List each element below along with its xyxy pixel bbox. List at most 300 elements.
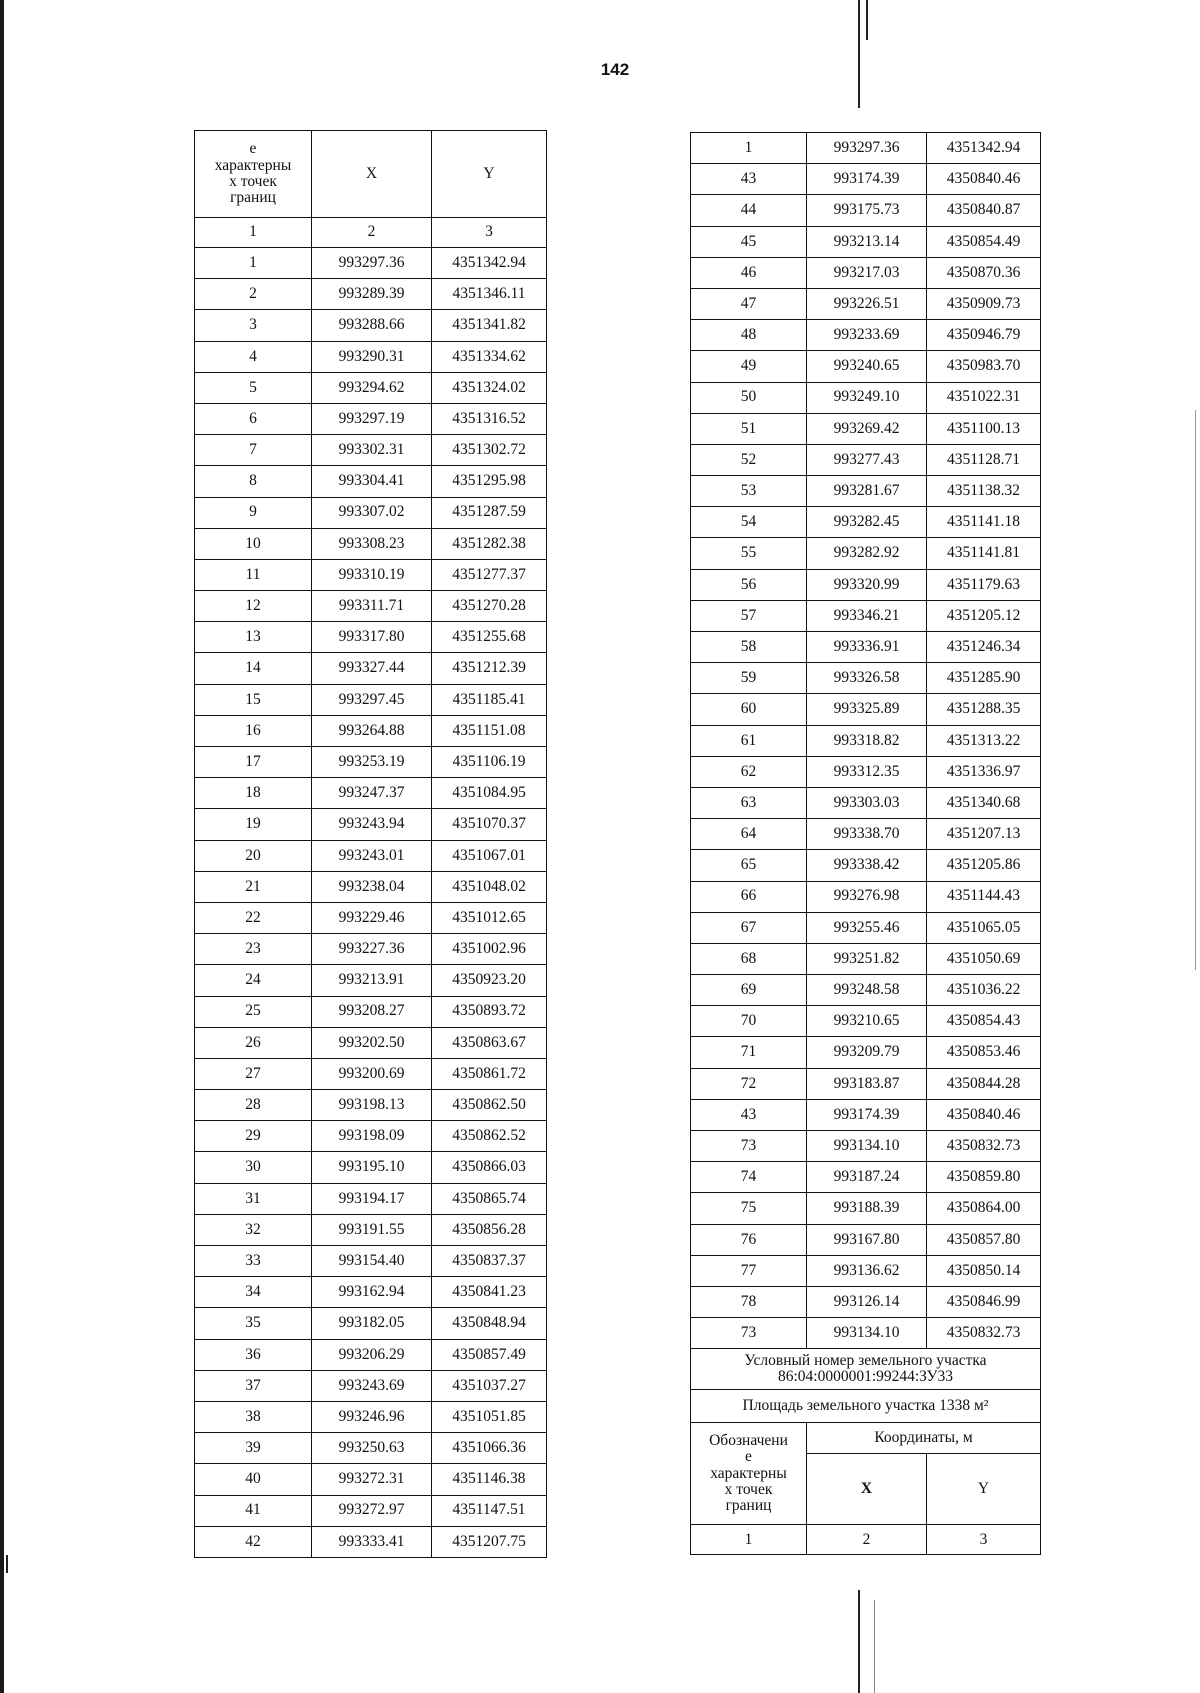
right-point-number: 61 bbox=[691, 725, 807, 756]
left-table-row bbox=[195, 653, 547, 684]
right-y-coordinate: 4350859.80 bbox=[927, 1162, 1041, 1193]
left-point-number: 17 bbox=[195, 747, 312, 778]
right-table-row bbox=[691, 600, 1041, 631]
left-point-number: 1 bbox=[195, 248, 312, 279]
left-table-row bbox=[195, 1183, 547, 1214]
left-x-coordinate: 993182.05 bbox=[312, 1308, 432, 1339]
right-x-coordinate: 993312.35 bbox=[807, 756, 927, 787]
scan-mark-left bbox=[6, 1555, 8, 1573]
right-table-row bbox=[691, 1099, 1041, 1130]
right-point-number: 73 bbox=[691, 1318, 807, 1349]
left-x-coordinate: 993294.62 bbox=[312, 372, 432, 403]
left-y-coordinate: 4351070.37 bbox=[432, 809, 547, 840]
right-point-number: 76 bbox=[691, 1224, 807, 1255]
right-table-row bbox=[691, 756, 1041, 787]
right-x-coordinate: 993213.14 bbox=[807, 226, 927, 257]
right-y-coordinate: 4351246.34 bbox=[927, 632, 1041, 663]
right-point-number: 62 bbox=[691, 756, 807, 787]
left-y-coordinate: 4351185.41 bbox=[432, 684, 547, 715]
right-x-coordinate: 993187.24 bbox=[807, 1162, 927, 1193]
right-table-row bbox=[691, 476, 1041, 507]
left-point-number: 40 bbox=[195, 1464, 312, 1495]
right-y-coordinate: 4351128.71 bbox=[927, 444, 1041, 475]
scan-mark-right bbox=[1195, 410, 1196, 970]
scan-mark-top bbox=[858, 0, 860, 108]
right-y-coordinate: 4350832.73 bbox=[927, 1318, 1041, 1349]
left-point-number: 35 bbox=[195, 1308, 312, 1339]
right-y-coordinate: 4351138.32 bbox=[927, 476, 1041, 507]
right-x-coordinate: 993167.80 bbox=[807, 1224, 927, 1255]
right-table-row bbox=[691, 226, 1041, 257]
left-table-row bbox=[195, 1152, 547, 1183]
left-y-coordinate: 4351048.02 bbox=[432, 871, 547, 902]
left-y-coordinate: 4351146.38 bbox=[432, 1464, 547, 1495]
left-table-row bbox=[195, 528, 547, 559]
left-x-coordinate: 993253.19 bbox=[312, 747, 432, 778]
right-table-row bbox=[691, 164, 1041, 195]
right-point-number: 59 bbox=[691, 663, 807, 694]
right-table-row bbox=[691, 133, 1041, 164]
left-y-coordinate: 4351106.19 bbox=[432, 747, 547, 778]
right-x-coordinate: 993183.87 bbox=[807, 1068, 927, 1099]
right-y-coordinate: 4350846.99 bbox=[927, 1286, 1041, 1317]
left-point-number: 13 bbox=[195, 622, 312, 653]
left-x-coordinate: 993246.96 bbox=[312, 1401, 432, 1432]
right-y-coordinate: 4350909.73 bbox=[927, 288, 1041, 319]
left-point-number: 32 bbox=[195, 1214, 312, 1245]
right-point-number: 65 bbox=[691, 850, 807, 881]
left-x-coordinate: 993229.46 bbox=[312, 902, 432, 933]
left-coordinates-table bbox=[194, 130, 547, 1558]
left-y-coordinate: 4351324.02 bbox=[432, 372, 547, 403]
right-y-coordinate: 4350983.70 bbox=[927, 351, 1041, 382]
scan-mark-bottom bbox=[858, 1590, 860, 1693]
left-table-row bbox=[195, 341, 547, 372]
right-point-number: 1 bbox=[691, 133, 807, 164]
right-point-number: 71 bbox=[691, 1037, 807, 1068]
left-header-y: Y bbox=[432, 131, 547, 218]
right-table-row bbox=[691, 912, 1041, 943]
left-table-row bbox=[195, 1246, 547, 1277]
right-point-number: 78 bbox=[691, 1286, 807, 1317]
right-table-row bbox=[691, 725, 1041, 756]
left-colnum-3: 3 bbox=[432, 218, 547, 248]
left-x-coordinate: 993308.23 bbox=[312, 528, 432, 559]
left-y-coordinate: 4350861.72 bbox=[432, 1058, 547, 1089]
right-table-row bbox=[691, 787, 1041, 818]
right-point-number: 75 bbox=[691, 1193, 807, 1224]
right-x-coordinate: 993217.03 bbox=[807, 257, 927, 288]
right-y-coordinate: 4350853.46 bbox=[927, 1037, 1041, 1068]
left-table-row bbox=[195, 1464, 547, 1495]
left-x-coordinate: 993264.88 bbox=[312, 715, 432, 746]
right-point-number: 64 bbox=[691, 819, 807, 850]
left-point-number: 2 bbox=[195, 279, 312, 310]
left-x-coordinate: 993272.97 bbox=[312, 1495, 432, 1526]
right-x-coordinate: 993248.58 bbox=[807, 975, 927, 1006]
left-table-row bbox=[195, 1058, 547, 1089]
left-x-coordinate: 993243.94 bbox=[312, 809, 432, 840]
left-y-coordinate: 4350837.37 bbox=[432, 1246, 547, 1277]
right-point-number: 52 bbox=[691, 444, 807, 475]
right-point-number: 74 bbox=[691, 1162, 807, 1193]
right-y-coordinate: 4350854.43 bbox=[927, 1006, 1041, 1037]
left-y-coordinate: 4350841.23 bbox=[432, 1277, 547, 1308]
right-table-row bbox=[691, 819, 1041, 850]
left-point-number: 14 bbox=[195, 653, 312, 684]
right-x-coordinate: 993255.46 bbox=[807, 912, 927, 943]
left-x-coordinate: 993272.31 bbox=[312, 1464, 432, 1495]
right-x-coordinate: 993188.39 bbox=[807, 1193, 927, 1224]
right-y-coordinate: 4351022.31 bbox=[927, 382, 1041, 413]
right-header-row-1 bbox=[691, 1423, 1041, 1454]
left-x-coordinate: 993213.91 bbox=[312, 965, 432, 996]
scan-mark-top-2 bbox=[866, 0, 868, 40]
parcel-number: Условный номер земельного участка 86:04:0000001:99244:ЗУ33 bbox=[691, 1349, 1041, 1390]
left-y-coordinate: 4351341.82 bbox=[432, 310, 547, 341]
right-point-number: 66 bbox=[691, 881, 807, 912]
parcel-number-row bbox=[691, 1349, 1041, 1390]
left-column-numbers-row bbox=[195, 218, 547, 248]
right-table-row bbox=[691, 850, 1041, 881]
right-table-row bbox=[691, 881, 1041, 912]
left-y-coordinate: 4351002.96 bbox=[432, 934, 547, 965]
right-x-coordinate: 993297.36 bbox=[807, 133, 927, 164]
left-table-row bbox=[195, 747, 547, 778]
left-table-row bbox=[195, 591, 547, 622]
right-y-coordinate: 4350840.46 bbox=[927, 164, 1041, 195]
left-y-coordinate: 4350863.67 bbox=[432, 1027, 547, 1058]
left-y-coordinate: 4351334.62 bbox=[432, 341, 547, 372]
scan-mark-bottom-2 bbox=[874, 1600, 875, 1693]
left-table-row bbox=[195, 1308, 547, 1339]
right-y-coordinate: 4350857.80 bbox=[927, 1224, 1041, 1255]
right-point-number: 48 bbox=[691, 320, 807, 351]
right-point-number: 46 bbox=[691, 257, 807, 288]
left-y-coordinate: 4350866.03 bbox=[432, 1152, 547, 1183]
right-x-coordinate: 993303.03 bbox=[807, 787, 927, 818]
right-table-row bbox=[691, 1068, 1041, 1099]
left-y-coordinate: 4351255.68 bbox=[432, 622, 547, 653]
right-table-row bbox=[691, 444, 1041, 475]
left-point-number: 34 bbox=[195, 1277, 312, 1308]
right-x-coordinate: 993134.10 bbox=[807, 1131, 927, 1162]
left-table-row bbox=[195, 965, 547, 996]
right-x-coordinate: 993240.65 bbox=[807, 351, 927, 382]
right-table-row bbox=[691, 1162, 1041, 1193]
left-point-number: 11 bbox=[195, 559, 312, 590]
right-colnum-1: 1 bbox=[691, 1525, 807, 1555]
left-y-coordinate: 4351067.01 bbox=[432, 840, 547, 871]
right-y-coordinate: 4351340.68 bbox=[927, 787, 1041, 818]
right-x-coordinate: 993320.99 bbox=[807, 569, 927, 600]
left-table-row bbox=[195, 1121, 547, 1152]
right-y-coordinate: 4351036.22 bbox=[927, 975, 1041, 1006]
right-header-coordinates: Координаты, м bbox=[807, 1423, 1041, 1454]
right-y-coordinate: 4350864.00 bbox=[927, 1193, 1041, 1224]
left-point-number: 15 bbox=[195, 684, 312, 715]
left-point-number: 18 bbox=[195, 778, 312, 809]
right-x-coordinate: 993326.58 bbox=[807, 663, 927, 694]
left-x-coordinate: 993191.55 bbox=[312, 1214, 432, 1245]
right-point-number: 68 bbox=[691, 943, 807, 974]
right-table-row bbox=[691, 382, 1041, 413]
right-table-row bbox=[691, 1037, 1041, 1068]
left-x-coordinate: 993200.69 bbox=[312, 1058, 432, 1089]
left-x-coordinate: 993154.40 bbox=[312, 1246, 432, 1277]
left-y-coordinate: 4350856.28 bbox=[432, 1214, 547, 1245]
right-header-x: X bbox=[807, 1454, 927, 1525]
left-point-number: 25 bbox=[195, 996, 312, 1027]
left-x-coordinate: 993238.04 bbox=[312, 871, 432, 902]
left-y-coordinate: 4351151.08 bbox=[432, 715, 547, 746]
left-table-row bbox=[195, 435, 547, 466]
left-table-row bbox=[195, 934, 547, 965]
right-table-row bbox=[691, 413, 1041, 444]
right-y-coordinate: 4350844.28 bbox=[927, 1068, 1041, 1099]
right-x-coordinate: 993134.10 bbox=[807, 1318, 927, 1349]
right-point-number: 54 bbox=[691, 507, 807, 538]
left-y-coordinate: 4351346.11 bbox=[432, 279, 547, 310]
right-table-row bbox=[691, 1224, 1041, 1255]
right-y-coordinate: 4351179.63 bbox=[927, 569, 1041, 600]
left-table-row bbox=[195, 809, 547, 840]
right-y-coordinate: 4350870.36 bbox=[927, 257, 1041, 288]
left-table-row bbox=[195, 403, 547, 434]
left-x-coordinate: 993195.10 bbox=[312, 1152, 432, 1183]
left-colnum-1: 1 bbox=[195, 218, 312, 248]
left-x-coordinate: 993198.09 bbox=[312, 1121, 432, 1152]
right-x-coordinate: 993174.39 bbox=[807, 1099, 927, 1130]
right-y-coordinate: 4351144.43 bbox=[927, 881, 1041, 912]
right-y-coordinate: 4351141.18 bbox=[927, 507, 1041, 538]
right-y-coordinate: 4350946.79 bbox=[927, 320, 1041, 351]
left-x-coordinate: 993243.01 bbox=[312, 840, 432, 871]
left-point-number: 33 bbox=[195, 1246, 312, 1277]
left-x-coordinate: 993317.80 bbox=[312, 622, 432, 653]
left-x-coordinate: 993297.45 bbox=[312, 684, 432, 715]
left-point-number: 36 bbox=[195, 1339, 312, 1370]
left-table-row bbox=[195, 310, 547, 341]
right-header-point-label: Обозначени е характерны х точек границ bbox=[691, 1423, 807, 1525]
right-x-coordinate: 993126.14 bbox=[807, 1286, 927, 1317]
right-colnum-2: 2 bbox=[807, 1525, 927, 1555]
left-point-number: 5 bbox=[195, 372, 312, 403]
left-table-row bbox=[195, 1090, 547, 1121]
right-point-number: 43 bbox=[691, 1099, 807, 1130]
right-x-coordinate: 993276.98 bbox=[807, 881, 927, 912]
left-table-row bbox=[195, 1339, 547, 1370]
left-x-coordinate: 993247.37 bbox=[312, 778, 432, 809]
left-table-row bbox=[195, 996, 547, 1027]
page-number: 142 bbox=[600, 60, 630, 79]
left-table-row bbox=[195, 902, 547, 933]
right-x-coordinate: 993318.82 bbox=[807, 725, 927, 756]
right-y-coordinate: 4351141.81 bbox=[927, 538, 1041, 569]
right-x-coordinate: 993175.73 bbox=[807, 195, 927, 226]
right-table-row bbox=[691, 351, 1041, 382]
left-point-number: 41 bbox=[195, 1495, 312, 1526]
left-point-number: 26 bbox=[195, 1027, 312, 1058]
right-x-coordinate: 993325.89 bbox=[807, 694, 927, 725]
right-y-coordinate: 4350840.87 bbox=[927, 195, 1041, 226]
left-x-coordinate: 993250.63 bbox=[312, 1433, 432, 1464]
left-y-coordinate: 4351207.75 bbox=[432, 1526, 547, 1557]
left-header-row bbox=[195, 131, 547, 218]
right-y-coordinate: 4351065.05 bbox=[927, 912, 1041, 943]
left-x-coordinate: 993333.41 bbox=[312, 1526, 432, 1557]
right-table-row bbox=[691, 538, 1041, 569]
parcel-area: Площадь земельного участка 1338 м² bbox=[691, 1390, 1041, 1423]
right-table-row bbox=[691, 320, 1041, 351]
left-y-coordinate: 4350893.72 bbox=[432, 996, 547, 1027]
left-y-coordinate: 4351051.85 bbox=[432, 1401, 547, 1432]
right-header-y: Y bbox=[927, 1454, 1041, 1525]
right-y-coordinate: 4350854.49 bbox=[927, 226, 1041, 257]
left-table-row bbox=[195, 1495, 547, 1526]
left-table-row bbox=[195, 715, 547, 746]
left-y-coordinate: 4350862.50 bbox=[432, 1090, 547, 1121]
left-point-number: 6 bbox=[195, 403, 312, 434]
right-y-coordinate: 4351205.12 bbox=[927, 600, 1041, 631]
right-column-numbers-row bbox=[691, 1525, 1041, 1555]
right-table-row bbox=[691, 569, 1041, 600]
left-x-coordinate: 993194.17 bbox=[312, 1183, 432, 1214]
right-x-coordinate: 993174.39 bbox=[807, 164, 927, 195]
left-table-row bbox=[195, 1027, 547, 1058]
left-y-coordinate: 4351066.36 bbox=[432, 1433, 547, 1464]
right-point-number: 58 bbox=[691, 632, 807, 663]
left-y-coordinate: 4351147.51 bbox=[432, 1495, 547, 1526]
left-point-number: 3 bbox=[195, 310, 312, 341]
left-x-coordinate: 993208.27 bbox=[312, 996, 432, 1027]
right-x-coordinate: 993282.45 bbox=[807, 507, 927, 538]
right-point-number: 55 bbox=[691, 538, 807, 569]
right-y-coordinate: 4350850.14 bbox=[927, 1255, 1041, 1286]
left-y-coordinate: 4351287.59 bbox=[432, 497, 547, 528]
left-y-coordinate: 4351212.39 bbox=[432, 653, 547, 684]
right-point-number: 56 bbox=[691, 569, 807, 600]
left-header-point-label: е характерны х точек границ bbox=[195, 131, 312, 218]
left-y-coordinate: 4351302.72 bbox=[432, 435, 547, 466]
right-y-coordinate: 4351205.86 bbox=[927, 850, 1041, 881]
left-point-number: 39 bbox=[195, 1433, 312, 1464]
left-point-number: 38 bbox=[195, 1401, 312, 1432]
left-y-coordinate: 4351282.38 bbox=[432, 528, 547, 559]
left-table-row bbox=[195, 497, 547, 528]
left-header-x: X bbox=[312, 131, 432, 218]
left-x-coordinate: 993310.19 bbox=[312, 559, 432, 590]
left-x-coordinate: 993202.50 bbox=[312, 1027, 432, 1058]
left-point-number: 37 bbox=[195, 1370, 312, 1401]
left-table-row bbox=[195, 466, 547, 497]
right-point-number: 45 bbox=[691, 226, 807, 257]
left-x-coordinate: 993297.19 bbox=[312, 403, 432, 434]
left-x-coordinate: 993162.94 bbox=[312, 1277, 432, 1308]
right-y-coordinate: 4351050.69 bbox=[927, 943, 1041, 974]
left-x-coordinate: 993297.36 bbox=[312, 248, 432, 279]
right-table-row bbox=[691, 694, 1041, 725]
left-y-coordinate: 4351342.94 bbox=[432, 248, 547, 279]
right-point-number: 67 bbox=[691, 912, 807, 943]
right-x-coordinate: 993209.79 bbox=[807, 1037, 927, 1068]
right-point-number: 49 bbox=[691, 351, 807, 382]
right-y-coordinate: 4351336.97 bbox=[927, 756, 1041, 787]
right-coordinates-table bbox=[690, 132, 1041, 1555]
right-table-row bbox=[691, 288, 1041, 319]
left-table-row bbox=[195, 1277, 547, 1308]
right-y-coordinate: 4351313.22 bbox=[927, 725, 1041, 756]
left-point-number: 10 bbox=[195, 528, 312, 559]
left-y-coordinate: 4350923.20 bbox=[432, 965, 547, 996]
left-table-row bbox=[195, 1433, 547, 1464]
left-x-coordinate: 993304.41 bbox=[312, 466, 432, 497]
left-point-number: 8 bbox=[195, 466, 312, 497]
right-y-coordinate: 4351342.94 bbox=[927, 133, 1041, 164]
left-point-number: 19 bbox=[195, 809, 312, 840]
right-y-coordinate: 4351285.90 bbox=[927, 663, 1041, 694]
left-table-row bbox=[195, 279, 547, 310]
left-point-number: 16 bbox=[195, 715, 312, 746]
left-x-coordinate: 993311.71 bbox=[312, 591, 432, 622]
left-x-coordinate: 993290.31 bbox=[312, 341, 432, 372]
right-x-coordinate: 993281.67 bbox=[807, 476, 927, 507]
parcel-area-row bbox=[691, 1390, 1041, 1423]
right-point-number: 72 bbox=[691, 1068, 807, 1099]
left-x-coordinate: 993289.39 bbox=[312, 279, 432, 310]
left-y-coordinate: 4350862.52 bbox=[432, 1121, 547, 1152]
right-table-row bbox=[691, 943, 1041, 974]
right-point-number: 70 bbox=[691, 1006, 807, 1037]
right-x-coordinate: 993277.43 bbox=[807, 444, 927, 475]
left-y-coordinate: 4351084.95 bbox=[432, 778, 547, 809]
left-table-row bbox=[195, 840, 547, 871]
left-y-coordinate: 4351295.98 bbox=[432, 466, 547, 497]
right-table-row bbox=[691, 507, 1041, 538]
right-table-row bbox=[691, 1006, 1041, 1037]
right-x-coordinate: 993210.65 bbox=[807, 1006, 927, 1037]
right-point-number: 63 bbox=[691, 787, 807, 818]
left-table-row bbox=[195, 684, 547, 715]
right-point-number: 69 bbox=[691, 975, 807, 1006]
left-table-row bbox=[195, 1214, 547, 1245]
left-point-number: 28 bbox=[195, 1090, 312, 1121]
left-table-row bbox=[195, 1526, 547, 1557]
left-table-row bbox=[195, 1401, 547, 1432]
left-x-coordinate: 993227.36 bbox=[312, 934, 432, 965]
left-x-coordinate: 993243.69 bbox=[312, 1370, 432, 1401]
left-x-coordinate: 993198.13 bbox=[312, 1090, 432, 1121]
right-point-number: 44 bbox=[691, 195, 807, 226]
left-table-row bbox=[195, 871, 547, 902]
left-point-number: 22 bbox=[195, 902, 312, 933]
left-table-row bbox=[195, 372, 547, 403]
left-y-coordinate: 4351270.28 bbox=[432, 591, 547, 622]
left-table-row bbox=[195, 248, 547, 279]
right-table-row bbox=[691, 975, 1041, 1006]
right-point-number: 47 bbox=[691, 288, 807, 319]
left-point-number: 24 bbox=[195, 965, 312, 996]
left-point-number: 7 bbox=[195, 435, 312, 466]
right-table-row bbox=[691, 195, 1041, 226]
left-colnum-2: 2 bbox=[312, 218, 432, 248]
right-x-coordinate: 993336.91 bbox=[807, 632, 927, 663]
left-y-coordinate: 4350865.74 bbox=[432, 1183, 547, 1214]
left-y-coordinate: 4351012.65 bbox=[432, 902, 547, 933]
right-x-coordinate: 993338.42 bbox=[807, 850, 927, 881]
left-point-number: 29 bbox=[195, 1121, 312, 1152]
left-x-coordinate: 993206.29 bbox=[312, 1339, 432, 1370]
